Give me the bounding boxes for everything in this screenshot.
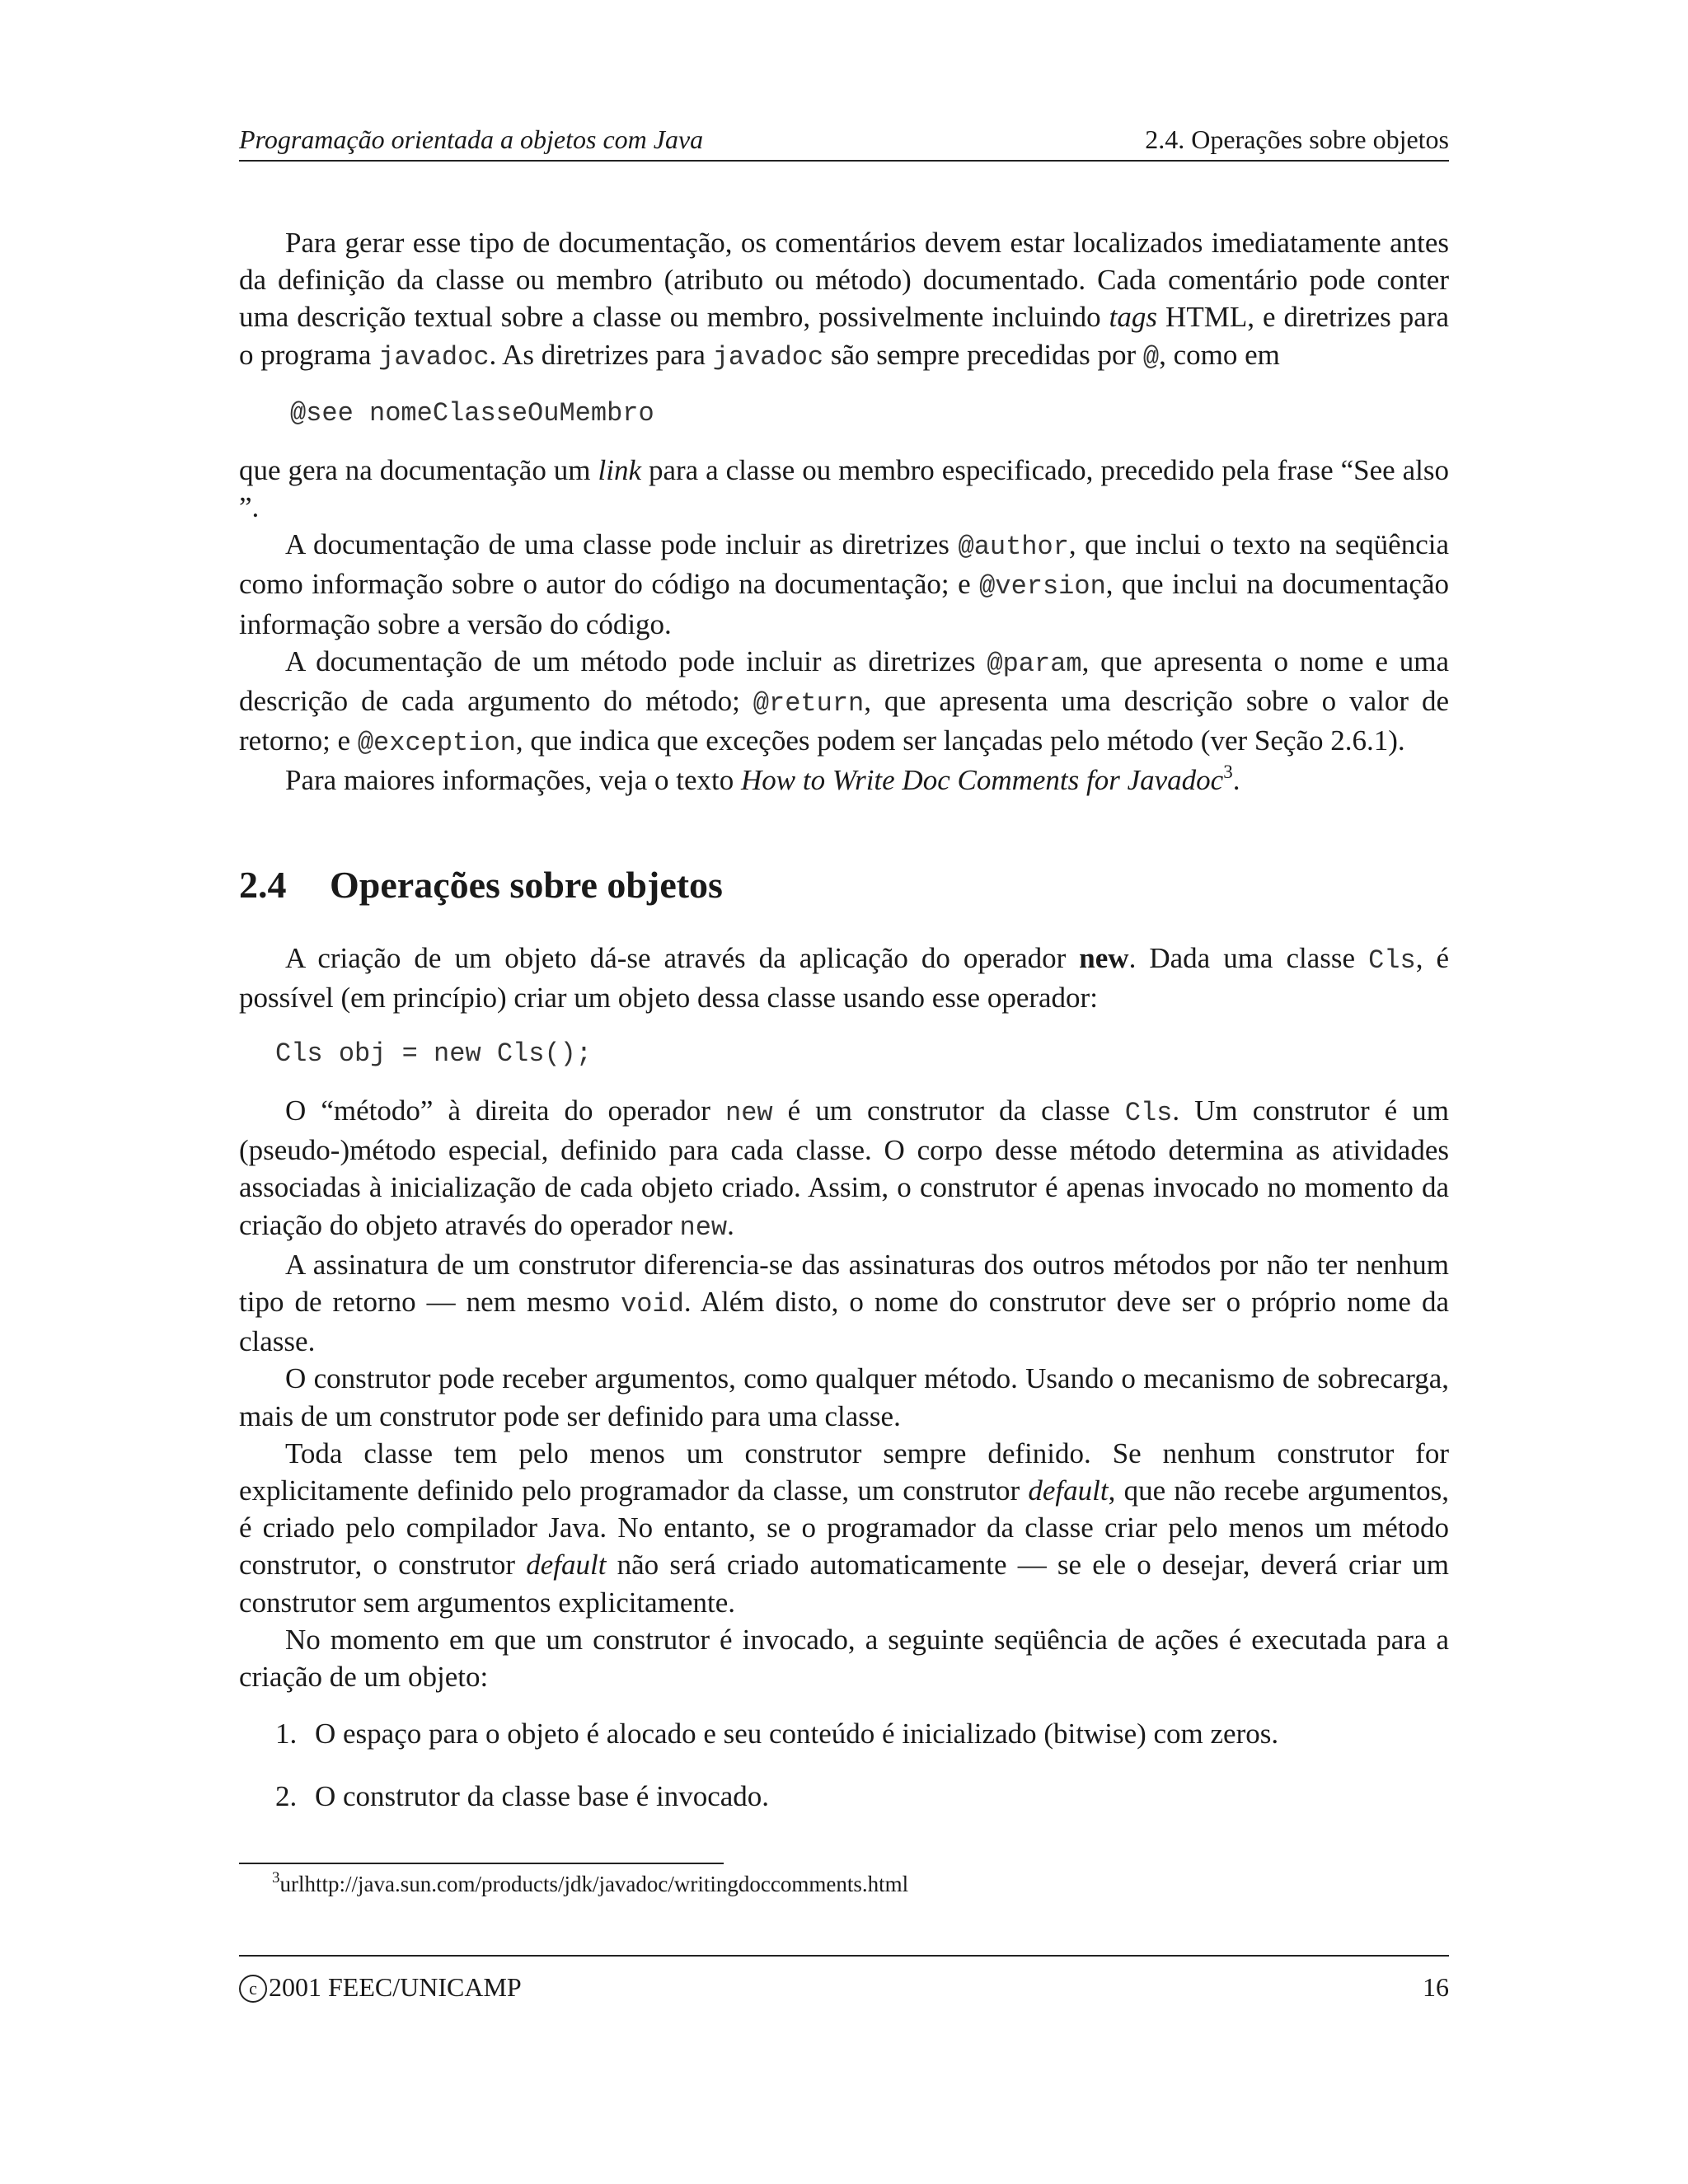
running-header [239, 122, 1449, 162]
code-block-see: @see nomeClasseOuMembro [290, 397, 654, 429]
footer-copyright [239, 1970, 522, 2004]
footnote-reference: 3 [1223, 762, 1233, 783]
footnote-mark: 3 [272, 1869, 280, 1886]
section-title: Operações sobre objetos [330, 863, 723, 906]
paragraph-construction-sequence: No momento em que um construtor é invocado, a seguinte seqüência de ações é executada para a criação de um objeto: [239, 1623, 1449, 1694]
paragraph-more-info: Para maiores informações, veja o texto How to Write Doc Comments for Javadoc$^3$. [285, 762, 1240, 797]
inline-code: @ [1142, 341, 1160, 373]
paragraph-method-doc: A documentação de um método pode incluir as diretrizes @param, que apresenta o nome e uma descrição de cada argumento do método; @return, que apresenta uma descrição sobre o valor de retorno; e @exception, que indica que exceções podem ser lançadas pelo método (ver Seção 2.6.1). [239, 644, 1450, 759]
emphasis-new: new [1079, 941, 1129, 974]
inline-code: @exception [357, 728, 516, 759]
footer-copyright-text: 2001 FEEC/UNICAMP [269, 1972, 522, 2002]
header-section-title: 2.4. Operações sobre objetos [1145, 124, 1449, 154]
inline-code: @param [987, 648, 1082, 679]
emphasis-default: default [526, 1549, 607, 1582]
list-marker: 1. [275, 1718, 298, 1750]
inline-code: new [725, 1098, 773, 1129]
inline-code: @author [958, 532, 1069, 563]
section-number: 2.4 [239, 863, 287, 906]
paragraph-see-link: que gera na documentação um link para a classe ou membro especificado, precedido pela frase “See also ”. [239, 453, 1450, 524]
emphasis-link: link [598, 453, 641, 486]
inline-code: javadoc [712, 341, 824, 373]
inline-code: Cls [1124, 1098, 1173, 1129]
inline-code: new [679, 1212, 728, 1243]
paragraph-object-creation: A criação de um objeto dá-se através da aplicação do operador new. Dada uma classe Cls, é possível (em princípio) criar um objeto dessa classe usando esse operador: [239, 941, 1449, 1014]
paragraph-constructor-overload: O construtor pode receber argumentos, como qualquer método. Usando o mecanismo de sobrecarga, mais de um construtor pode ser definido para uma classe. [239, 1362, 1449, 1432]
header-book-title: Programação orientada a objetos com Java [239, 124, 704, 154]
paragraph-default-constructor: Toda classe tem pelo menos um construtor sempre definido. Se nenhum construtor for explicitamente definido pelo programador da classe, um construtor default, que não recebe argumentos, é criado pelo compilador Java. No entanto, se o programador da classe criar pelo menos um método construtor, o construtor default não será criado automaticamente — se ele o desejar, deverá criar um construtor sem argumentos explicitamente. [239, 1436, 1449, 1619]
list-item-text: O construtor da classe base é invocado. [315, 1779, 770, 1812]
paragraph-class-doc: A documentação de uma classe pode incluir as diretrizes @author, que inclui o texto na seqüência como informação sobre o autor do código na documentação; e @version, que inclui na documentação informação sobre a versão do código. [239, 528, 1449, 640]
code-block-constructor: Cls obj = new Cls(); [275, 1038, 593, 1070]
footnote-separator [239, 1863, 724, 1864]
emphasis-default: default [1028, 1474, 1109, 1507]
construction-steps-list [239, 1715, 1449, 1814]
copyright-icon: c [239, 1975, 267, 2003]
emphasis-tags: tags [1109, 301, 1158, 334]
paragraph-constructor-method: O “método” à direita do operador new é um construtor da classe Cls. Um construtor é um (pseudo-)método especial, definido para cada classe. O corpo desse método determina as atividades associadas à inicialização de cada objeto criado. Assim, o construtor é apenas invocado no momento da criação do objeto através do operador new. [239, 1094, 1449, 1243]
paragraph-constructor-signature: A assinatura de um construtor diferencia-se das assinaturas dos outros métodos por não ter nenhum tipo de retorno — nem mesmo void. Além disto, o nome do construtor deve ser o próprio nome da classe. [239, 1248, 1449, 1358]
footnote-text: urlhttp://java.sun.com/products/jdk/javadoc/writingdoccomments.html [279, 1872, 909, 1896]
inline-code: @version [979, 571, 1106, 602]
running-footer [239, 1955, 1449, 2002]
list-item [239, 1778, 1449, 1815]
body-text [239, 224, 1449, 1840]
page-number: 16 [1423, 1972, 1449, 2002]
paragraph-javadoc-intro: Para gerar esse tipo de documentação, os comentários devem estar localizados imediatamente antes da definição da classe ou membro (atributo ou método) documentado. Cada comentário pode conter uma descrição textual sobre a classe ou membro, possivelmente incluindo tags HTML, e diretrizes para o programa javadoc. As diretrizes para javadoc são sempre precedidas por @, como em [239, 227, 1450, 373]
list-marker: 2. [275, 1779, 298, 1812]
section-heading [239, 862, 1449, 908]
inline-code: @return [753, 688, 865, 719]
emphasis-doc-title: How to Write Doc Comments for Javadoc [741, 764, 1224, 797]
footnote [272, 1869, 908, 1899]
inline-code: javadoc [378, 341, 490, 373]
inline-code: Cls [1368, 944, 1416, 976]
list-item-text: O espaço para o objeto é alocado e seu conteúdo é inicializado (bitwise) com zeros. [315, 1718, 1279, 1750]
list-item [239, 1715, 1449, 1752]
inline-code: void [621, 1289, 684, 1320]
